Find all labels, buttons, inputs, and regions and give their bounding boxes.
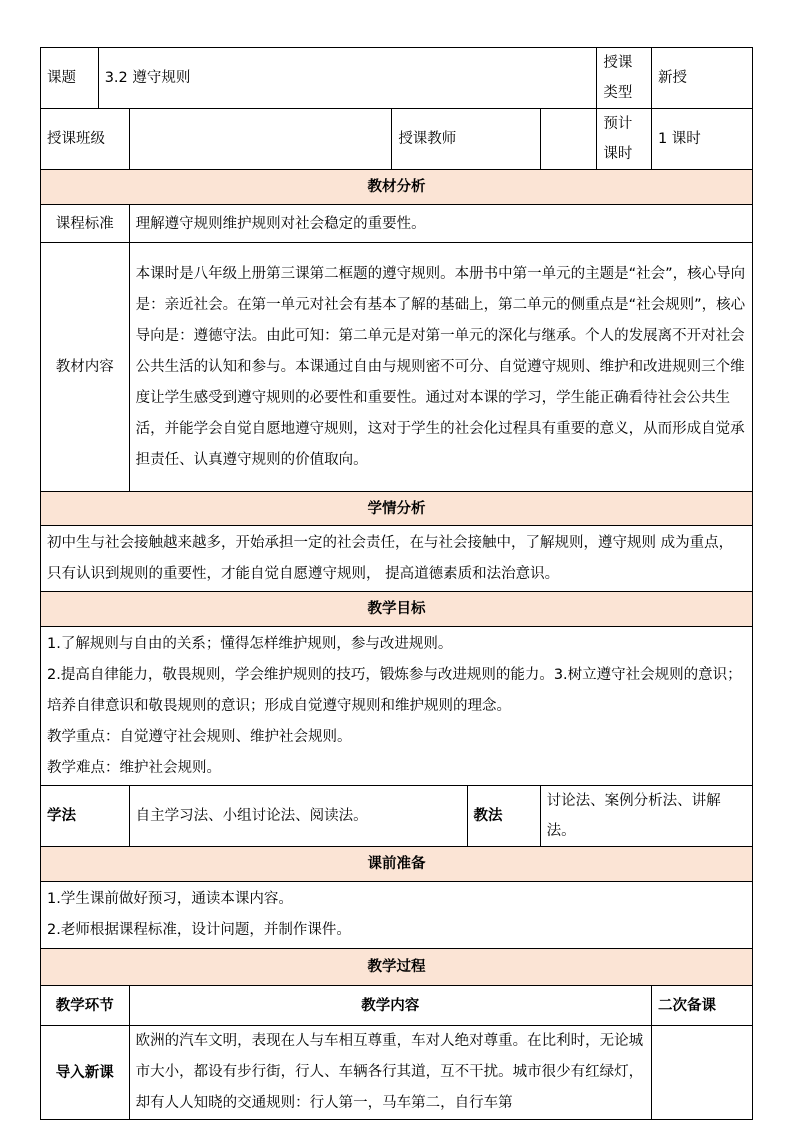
standard-label: 课程标准 xyxy=(41,205,130,243)
lesson-plan-page xyxy=(40,47,753,1120)
study-method-value: 自主学习法、小组讨论法、阅读法。 xyxy=(129,786,467,847)
objectives-heading: 教学目标 xyxy=(41,592,753,627)
stage-intro-text: 欧洲的汽车文明，表现在人与车相互尊重，车对人绝对尊重。在比利时，无论城市大小，都设有步行街，行人、车辆各行其道，互不干扰。城市很少有红绿灯，却有人人知晓的交通规则：行人第一，马车第二，自行车第 xyxy=(129,1026,651,1120)
hours-label: 预计课时 xyxy=(597,109,652,170)
objective-1: 1.了解规则与自由的关系；懂得怎样维护规则，参与改进规则。 xyxy=(47,635,453,652)
preparation-body xyxy=(41,882,753,949)
class-label: 授课班级 xyxy=(41,109,130,170)
type-value: 新授 xyxy=(651,48,752,109)
lesson-value: 3.2 遵守规则 xyxy=(98,48,597,109)
textbook-analysis-heading: 教材分析 xyxy=(41,170,753,205)
lesson-plan-table xyxy=(40,47,753,1120)
stage-intro-notes xyxy=(651,1026,752,1120)
type-label: 授课类型 xyxy=(597,48,652,109)
study-method-label: 学法 xyxy=(41,786,130,847)
key-point: 教学重点：自觉遵守社会规则、维护社会规则。 xyxy=(47,728,352,745)
teacher-label: 授课教师 xyxy=(392,109,540,170)
teach-method-value: 讨论法、案例分析法、讲解法。 xyxy=(540,786,752,847)
preparation-heading: 课前准备 xyxy=(41,847,753,882)
content-column-header: 教学内容 xyxy=(129,986,651,1026)
objectives-body xyxy=(41,627,753,786)
difficulty: 教学难点：维护社会规则。 xyxy=(47,759,221,776)
hours-value: 1 课时 xyxy=(651,109,752,170)
content-text: 本课时是八年级上册第三课第二框题的遵守规则。本册书中第一单元的主题是“社会”，核心导向是：亲近社会。在第一单元对社会有基本了解的基础上，第二单元的侧重点是“社会规则”，核心导向是：遵德守法。由此可知：第二单元是对第一单元的深化与继承。个人的发展离不开对社会公共生活的认知和参与。本课通过自由与规则密不可分、自觉遵守规则、维护和改进规则三个维度让学生感受到遵守规则的必要性和重要性。通过对本课的学习，学生能正确看待社会公共生活，并能学会自觉自愿地遵守规则，这对于学生的社会化过程具有重要的意义，从而形成自觉承担责任、认真遵守规则的价值取向。 xyxy=(129,243,752,492)
lesson-label: 课题 xyxy=(41,48,99,109)
stage-column-header: 教学环节 xyxy=(41,986,130,1026)
notes-column-header: 二次备课 xyxy=(651,986,752,1026)
content-label: 教材内容 xyxy=(41,243,130,492)
class-value xyxy=(129,109,392,170)
preparation-2: 2.老师根据课程标准，设计问题，并制作课件。 xyxy=(47,922,351,938)
student-analysis-heading: 学情分析 xyxy=(41,492,753,526)
teach-method-label: 教法 xyxy=(467,786,540,847)
standard-text: 理解遵守规则维护规则对社会稳定的重要性。 xyxy=(129,205,752,243)
objective-2: 2.提高自律能力，敬畏规则，学会维护规则的技巧，锻炼参与改进规则的能力。3.树立遵守社会规则的意识；培养自律意识和敬畏规则的意识；形成自觉遵守规则和维护规则的理念。 xyxy=(47,666,742,714)
preparation-1: 1.学生课前做好预习，通读本课内容。 xyxy=(47,891,293,907)
student-analysis-text: 初中生与社会接触越来越多，开始承担一定的社会责任，在与社会接触中，了解规则，遵守规则 成为重点，只有认识到规则的重要性，才能自觉自愿遵守规则， 提高道德素质和法治意识。 xyxy=(41,526,753,592)
teacher-value xyxy=(540,109,597,170)
stage-intro-label: 导入新课 xyxy=(41,1026,130,1120)
process-heading: 教学过程 xyxy=(41,949,753,986)
